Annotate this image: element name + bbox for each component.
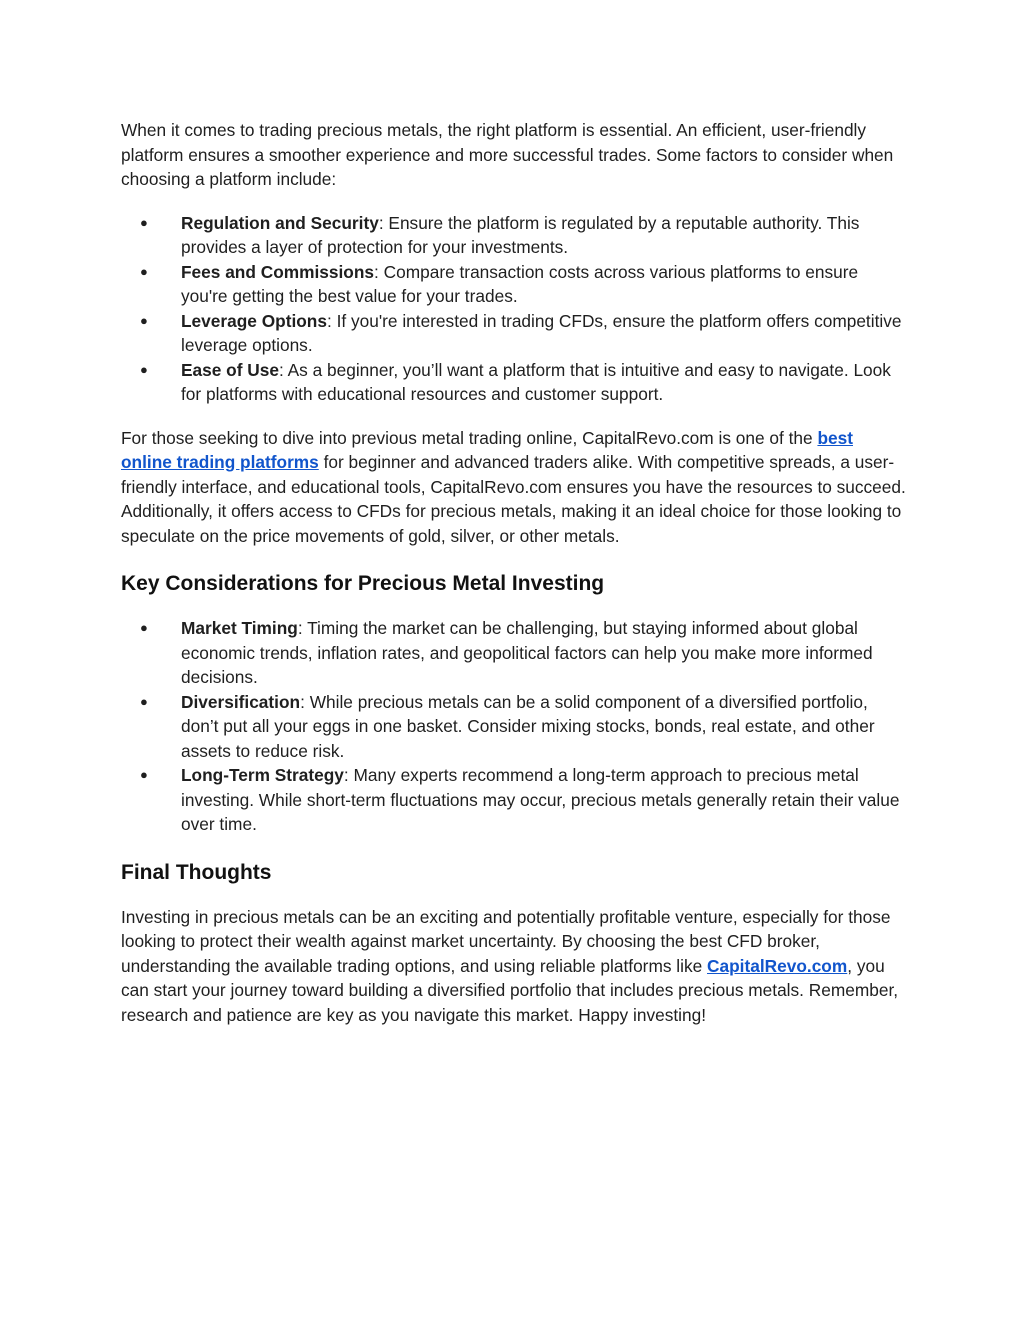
final-thoughts-heading: Final Thoughts [121, 860, 272, 884]
bullet-icon: ● [140, 620, 148, 635]
paragraph-text: , you can start your journey toward building a diversified portfolio that includes precious metals. Remember, research and patience are key as you navigate this market. Happy investing! [121, 955, 899, 1025]
list-item [121, 616, 907, 690]
intro-paragraph: When it comes to trading precious metals, the right platform is essential. An efficient, user-friendly platform ensures a smoother experience and more successful trades. Some factors to consider when choosing a platform include: [121, 120, 894, 189]
bullet-icon: ● [140, 767, 148, 782]
list-item [121, 690, 907, 764]
list-item-text: : Compare transaction costs across various platforms to ensure you're getting the best value for your trades. [181, 261, 859, 306]
list-item-term: Leverage Options [181, 310, 327, 331]
capitalrevo-paragraph [121, 426, 907, 549]
final-thoughts-paragraph [121, 905, 907, 1028]
list-item-term: Ease of Use [181, 359, 279, 380]
key-considerations-list [121, 616, 907, 837]
list-item [121, 309, 907, 358]
list-item-term: Diversification [181, 691, 301, 712]
list-item [121, 260, 907, 309]
paragraph-text: Investing in precious metals can be an exciting and potentially profitable venture, especially for those looking to protect their wealth against market uncertainty. By choosing the best CFD broker, understanding the available trading options, and using reliable platforms like [121, 906, 891, 976]
list-item-term: Regulation and Security [181, 212, 379, 233]
list-item-term: Fees and Commissions [181, 261, 375, 282]
list-item-term: Market Timing [181, 618, 298, 638]
list-item [121, 211, 907, 260]
bullet-icon: ● [140, 312, 148, 328]
list-item [121, 763, 907, 837]
list-item-text: : While precious metals can be a solid component of a diversified portfolio, don’t put all your eggs in one basket. Consider mixing stocks, bonds, real estate, and other assets to reduce risk. [181, 691, 875, 761]
capitalrevo-link[interactable]: CapitalRevo.com [707, 955, 848, 976]
list-item-text: : Ensure the platform is regulated by a reputable authority. This provides a layer of protection for your investments. [181, 212, 860, 257]
list-item-text: : Timing the market can be challenging, but staying informed about global economic trends, inflation rates, and geopolitical factors can help you make more informed decisions. [181, 618, 873, 687]
best-platforms-link[interactable]: best online trading platforms [121, 427, 853, 472]
bullet-icon: ● [140, 361, 148, 377]
bullet-icon: ● [140, 693, 148, 709]
list-item-term: Long-Term Strategy [181, 765, 344, 785]
document-page [121, 118, 907, 1027]
platform-factors-list [121, 211, 907, 407]
bullet-icon: ● [140, 263, 148, 279]
key-considerations-heading: Key Considerations for Precious Metal Investing [121, 572, 605, 595]
bullet-icon: ● [140, 214, 148, 230]
paragraph-text: For those seeking to dive into previous metal trading online, CapitalRevo.com is one of the [121, 427, 818, 448]
list-item-text: : If you're interested in trading CFDs, ensure the platform offers competitive leverage options. [181, 310, 902, 355]
list-item-text: : As a beginner, you’ll want a platform that is intuitive and easy to navigate. Look for platforms with educational resources and customer support. [181, 359, 891, 404]
list-item-text: : Many experts recommend a long-term approach to precious metal investing. While short-term fluctuations may occur, precious metals generally retain their value over time. [181, 765, 900, 834]
paragraph-text: for beginner and advanced traders alike. With competitive spreads, a user-friendly interface, and educational tools, CapitalRevo.com ensures you have the resources to succeed. Additionally, it offers access to CFDs for precious metals, making it an ideal choice for those looking to speculate on the price movements of gold, silver, or other metals. [121, 452, 906, 546]
list-item [121, 358, 907, 407]
